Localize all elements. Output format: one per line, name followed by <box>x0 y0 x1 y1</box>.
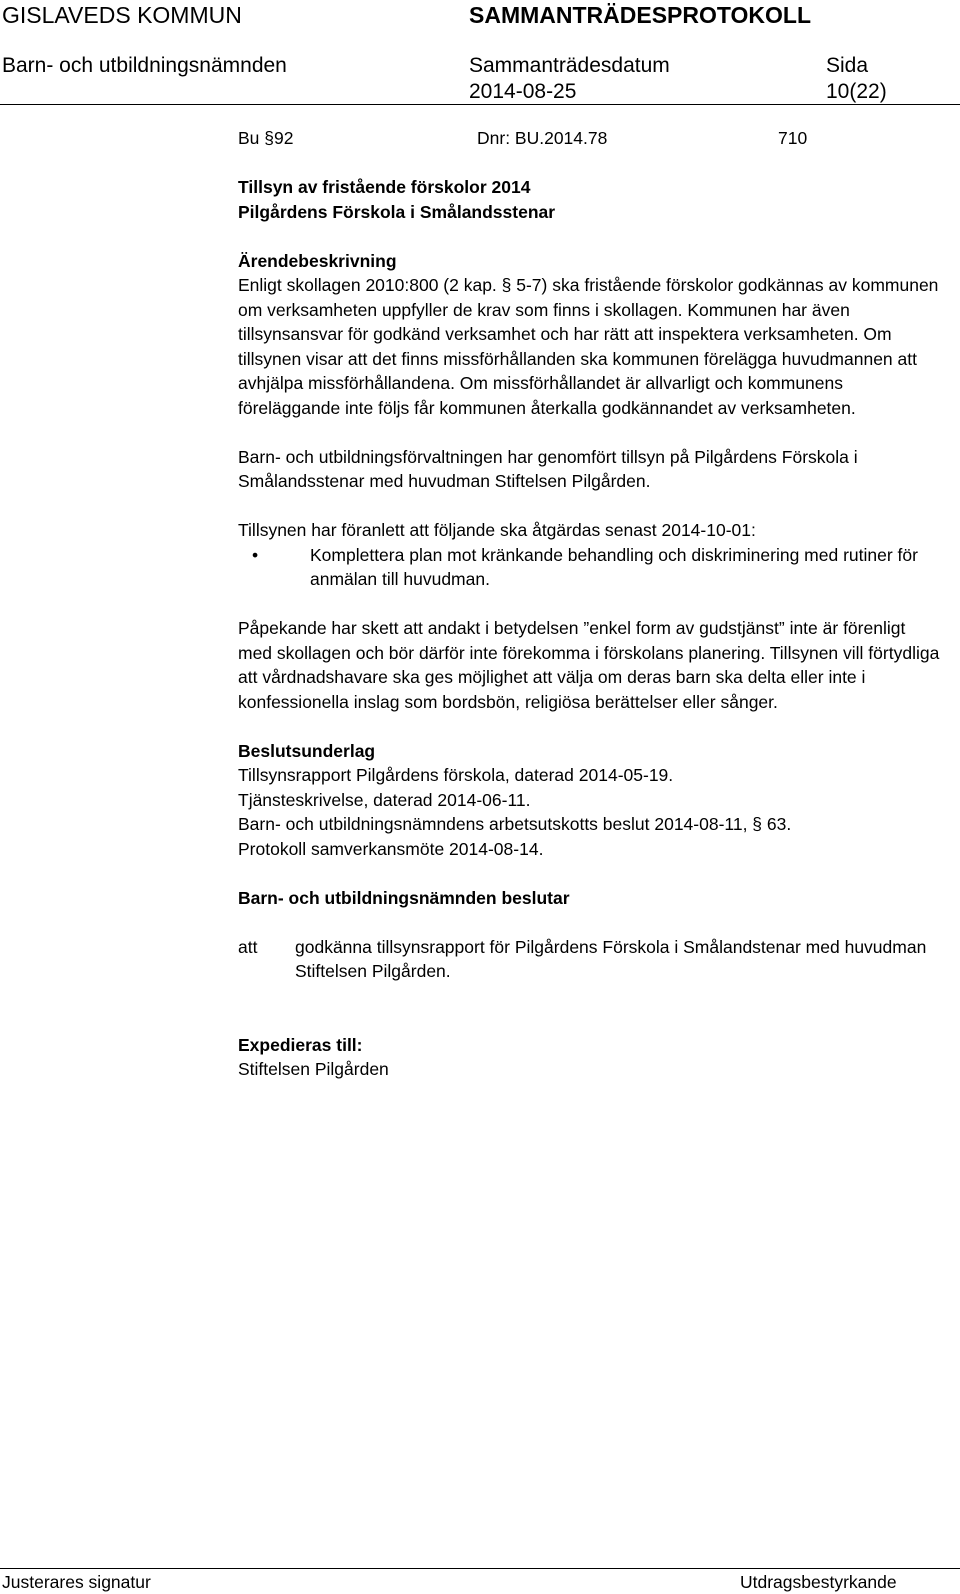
decision-heading: Barn- och utbildningsnämnden beslutar <box>238 887 570 908</box>
extract-certification-label: Utdragsbestyrkande <box>740 1572 897 1592</box>
description-paragraph-2: Barn- och utbildningsförvaltningen har genomfört tillsyn på Pilgårdens Förskola i Smålandsstenar med huvudman Stiftelsen Pilgården. <box>238 446 858 491</box>
municipality-name: GISLAVEDS KOMMUN <box>2 2 242 28</box>
description-paragraph-3: Tillsynen har föranlett att följande ska åtgärdas senast 2014-10-01: <box>238 520 756 540</box>
bullet-text: Komplettera plan mot kränkande behandling och diskriminering med rutiner för anmälan till huvudman. <box>310 544 918 589</box>
diary-number: Dnr: BU.2014.78 <box>477 128 608 148</box>
dispatch-heading: Expedieras till: <box>238 1034 363 1055</box>
adjuster-signature-label: Justerares signatur <box>2 1572 151 1592</box>
basis-item: Tillsynsrapport Pilgårdens förskola, daterad 2014-05-19. <box>238 765 674 785</box>
basis-heading: Beslutsunderlag <box>238 740 376 761</box>
section-number: Bu §92 <box>238 128 294 148</box>
description-paragraph-1: Enligt skollagen 2010:800 (2 kap. § 5-7) ska fristående förskolor godkännas av kommunen om verksamheten uppfyller de krav som finns i skollagen. Kommunen har även tillsynsansvar för godkänd verksamhet och har rätt att inspektera verksamheten. Om tillsynen visar att det finns missförhållanden ska kommunen förelägga huvudmannen att avhjälpa missförhållandena. Om missförhållandet är allvarligt och kommunens föreläggande inte följs får kommunen återkalla godkännandet av verksamheten. <box>238 275 939 418</box>
classification-code: 710 <box>778 128 808 148</box>
description-heading: Ärendebeskrivning <box>238 250 397 271</box>
document-type: SAMMANTRÄDESPROTOKOLL <box>469 2 812 28</box>
case-title-line1: Tillsyn av fristående förskolor 2014 <box>238 177 531 197</box>
header-divider <box>0 104 960 105</box>
bullet-icon <box>238 543 310 568</box>
description-paragraph-4: Påpekande har skett att andakt i betydelsen ”enkel form av gudstjänst” inte är förenligt med skollagen och bör därför inte förekomma i förskolans planering. Tillsynen vill förtydliga att vårdnadshavare ska ges möjlighet att välja om deras barn ska delta eller inte i konfessionella inslag som bordsbön, religiösa berättelser eller sånger. <box>238 618 940 712</box>
decision-label: att <box>238 936 258 957</box>
case-reference <box>238 126 944 151</box>
page-label: Sida <box>826 54 869 77</box>
meeting-date-value: 2014-08-25 <box>469 80 577 103</box>
list-item <box>238 543 944 592</box>
basis-item: Protokoll samverkansmöte 2014-08-14. <box>238 838 544 859</box>
protocol-content <box>238 126 944 1082</box>
case-title-line2: Pilgårdens Förskola i Smålandsstenar <box>238 201 556 222</box>
decision-row <box>238 935 944 984</box>
footer-divider <box>0 1568 960 1569</box>
meeting-date-label: Sammanträdesdatum <box>469 54 670 77</box>
decision-text: godkänna tillsynsrapport för Pilgårdens Förskola i Smålandstenar med huvudman Stiftelsen Pilgården. <box>295 936 927 981</box>
dispatch-recipient: Stiftelsen Pilgården <box>238 1059 389 1079</box>
basis-item: Barn- och utbildningsnämndens arbetsutskotts beslut 2014-08-11, § 63. <box>238 814 792 834</box>
board-name: Barn- och utbildningsnämnden <box>2 54 287 77</box>
page-number: 10(22) <box>826 80 887 103</box>
basis-item: Tjänsteskrivelse, daterad 2014-06-11. <box>238 789 531 810</box>
